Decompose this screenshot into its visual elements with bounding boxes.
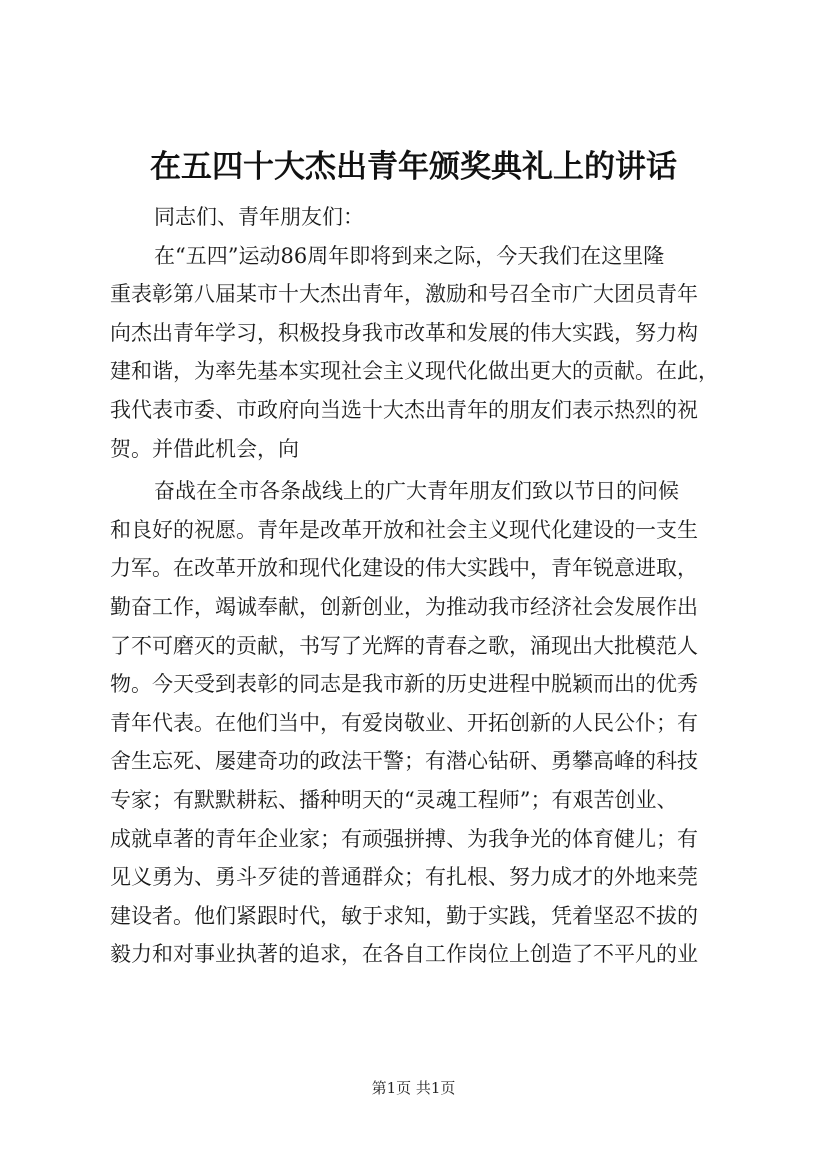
page-number-footer: 第1页 共1页 <box>371 1079 456 1097</box>
paragraph-line: 建设者。他们紧跟时代，敏于求知，勤于实践，凭着坚忍不拔的 <box>110 903 698 928</box>
paragraph-line: 专家；有默默耕耘、播种明天的“灵魂工程师”；有艰苦创业、 <box>110 787 678 812</box>
paragraph-line: 见义勇为、勇斗歹徒的普通群众；有扎根、努力成才的外地来莞 <box>110 865 698 890</box>
paragraph-line: 物。今天受到表彰的同志是我市新的历史进程中脱颖而出的优秀 <box>110 672 698 697</box>
document-title: 在五四十大杰出青年颁奖典礼上的讲话 <box>150 149 677 185</box>
paragraph-line: 建和谐，为率先基本实现社会主义现代化做出更大的贡献。在此， <box>110 359 719 384</box>
document-body <box>110 198 730 974</box>
paragraph-line: 我代表市委、市政府向当选十大杰出青年的朋友们表示热烈的祝 <box>110 397 698 422</box>
paragraph-line: 奋战在全市各条战线上的广大青年朋友们致以节日的问候 <box>154 479 679 504</box>
paragraph-line: 勤奋工作，竭诚奉献，创新创业，为推动我市经济社会发展作出 <box>110 594 698 619</box>
paragraph-line: 贺。并借此机会，向 <box>110 436 299 461</box>
paragraph-line: 了不可磨灭的贡献，书写了光辉的青春之歌，涌现出大批模范人 <box>110 633 698 658</box>
paragraph-1 <box>110 237 730 469</box>
paragraph-line: 重表彰第八届某市十大杰出青年，激励和号召全市广大团员青年 <box>110 282 698 307</box>
paragraph-2 <box>110 472 730 974</box>
paragraph-line: 毅力和对事业执著的追求，在各自工作岗位上创造了不平凡的业 <box>110 942 698 967</box>
paragraph-line: 青年代表。在他们当中，有爱岗敬业、开拓创新的人民公仆；有 <box>110 710 698 735</box>
salutation: 同志们、青年朋友们： <box>154 205 364 229</box>
paragraph-line: 向杰出青年学习，积极投身我市改革和发展的伟大实践，努力构 <box>110 320 698 345</box>
paragraph-line: 舍生忘死、屡建奇功的政法干警；有潜心钻研、勇攀高峰的科技 <box>110 749 698 774</box>
paragraph-line: 和良好的祝愿。青年是改革开放和社会主义现代化建设的一支生 <box>110 517 698 542</box>
paragraph-line: 成就卓著的青年企业家；有顽强拼搏、为我争光的体育健儿；有 <box>110 826 698 851</box>
paragraph-line: 在“五四”运动86周年即将到来之际，今天我们在这里隆 <box>154 243 665 268</box>
paragraph-line: 力军。在改革开放和现代化建设的伟大实践中，青年锐意进取， <box>110 556 698 581</box>
